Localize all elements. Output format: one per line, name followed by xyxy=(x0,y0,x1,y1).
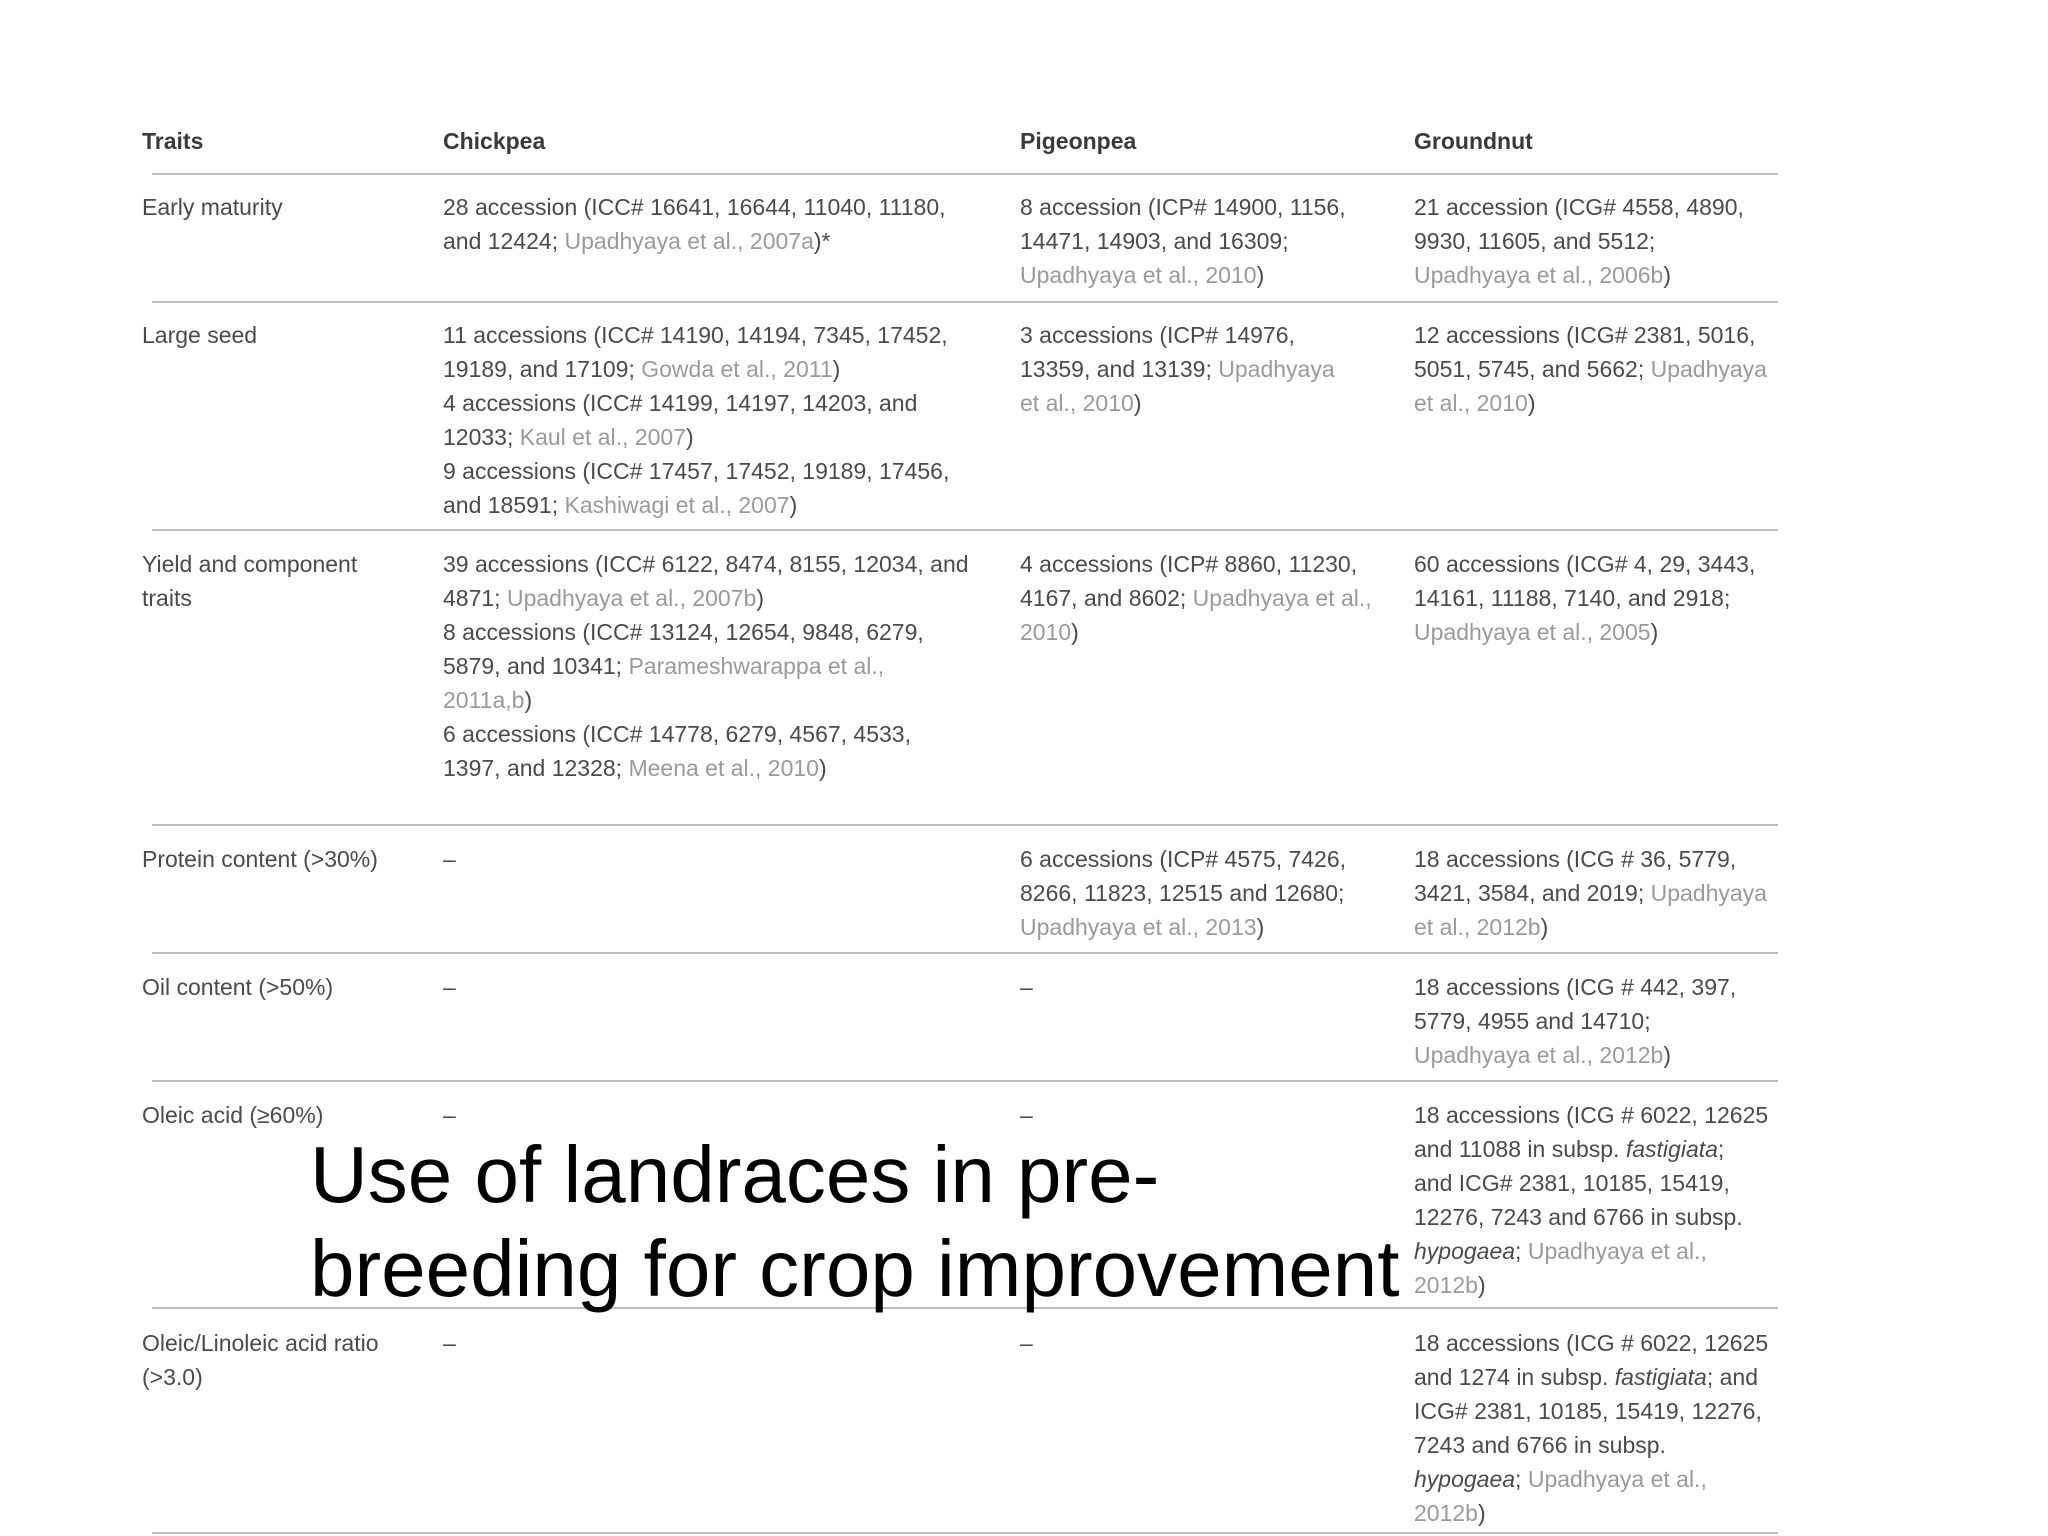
citation: Upadhyaya xyxy=(1218,356,1335,382)
cell-text: – xyxy=(443,846,456,872)
cell-line xyxy=(1020,842,1346,876)
cell-text: 6 accessions (ICC# 14778, 6279, 4567, 4533, xyxy=(443,721,911,747)
citation: 2012b xyxy=(1414,1500,1478,1526)
cell-line xyxy=(1414,1166,1768,1200)
cell-text: 4167, and 8602; xyxy=(1020,585,1193,611)
cell-text: ) xyxy=(832,356,841,382)
cell-text: Protein content (>30%) xyxy=(142,846,378,872)
header-pigeonpea: Pigeonpea xyxy=(1020,128,1137,154)
cell-text: 9 accessions (ICC# 17457, 17452, 19189, 17456, xyxy=(443,458,950,484)
slide-title xyxy=(310,1128,1399,1316)
cell-line xyxy=(443,649,969,683)
cell-text: and 12424; xyxy=(443,228,565,254)
cell-text: 5779, 4955 and 14710; xyxy=(1414,1008,1651,1034)
cell-text: ) xyxy=(789,492,798,518)
chickpea-cell xyxy=(443,547,969,785)
cell-line xyxy=(443,1098,456,1132)
cell-line xyxy=(443,454,949,488)
cell-text: 8266, 11823, 12515 and 12680; xyxy=(1020,880,1345,906)
citation: Meena et al., 2010 xyxy=(628,755,819,781)
cell-line xyxy=(443,488,949,522)
citation: Upadhyaya et al., xyxy=(1527,1466,1707,1492)
groundnut-cell xyxy=(1414,318,1767,420)
pigeonpea-cell xyxy=(1020,1326,1033,1360)
chickpea-cell xyxy=(443,970,456,1004)
citation: Kaul et al., 2007 xyxy=(519,424,686,450)
groundnut-cell xyxy=(1414,1326,1768,1530)
row-divider xyxy=(152,824,1778,826)
cell-text: 9930, 11605, and 5512; xyxy=(1414,228,1656,254)
cell-text: 4 accessions (ICP# 8860, 11230, xyxy=(1020,551,1358,577)
trait-cell xyxy=(142,190,283,224)
cell-line xyxy=(1414,386,1767,420)
cell-text: 3421, 3584, and 2019; xyxy=(1414,880,1651,906)
cell-text: ) xyxy=(1663,262,1672,288)
cell-text: 1397, and 12328; xyxy=(443,755,629,781)
cell-text: 18 accessions (ICG # 442, 397, xyxy=(1414,974,1737,1000)
cell-text: ) xyxy=(756,585,764,611)
cell-text: ; and xyxy=(1706,1364,1758,1390)
cell-line xyxy=(443,751,969,785)
cell-text: 12276, 7243 and 6766 in subsp. xyxy=(1414,1204,1743,1230)
citation: Upadhyaya et al., xyxy=(1192,585,1372,611)
cell-line xyxy=(443,970,456,1004)
cell-line xyxy=(1020,581,1372,615)
citation: Upadhyaya et al., 2007a xyxy=(564,228,814,254)
trait-cell xyxy=(142,318,257,352)
cell-line xyxy=(443,224,946,258)
cell-line xyxy=(1020,258,1346,292)
cell-line xyxy=(1414,1234,1768,1268)
citation: et al., 2010 xyxy=(1414,390,1528,416)
chickpea-cell xyxy=(443,1326,456,1360)
row-divider xyxy=(152,1532,1778,1534)
chickpea-cell xyxy=(443,318,949,522)
cell-line xyxy=(443,420,949,454)
cell-line xyxy=(1414,1200,1768,1234)
cell-line xyxy=(443,717,969,751)
cell-line xyxy=(142,1098,323,1132)
pigeonpea-cell xyxy=(1020,547,1372,649)
cell-text: – xyxy=(443,974,456,1000)
trait-cell xyxy=(142,1326,379,1394)
cell-line xyxy=(1020,547,1372,581)
citation: Upadhyaya et al., 2006b xyxy=(1414,262,1664,288)
cell-text: 7243 and 6766 in subsp. xyxy=(1414,1432,1666,1458)
cell-line xyxy=(443,581,969,615)
cell-line xyxy=(1414,842,1767,876)
groundnut-cell xyxy=(1414,547,1755,649)
cell-text: ) xyxy=(818,755,827,781)
cell-text: 60 accessions (ICG# 4, 29, 3443, xyxy=(1414,551,1756,577)
chickpea-cell xyxy=(443,842,456,876)
citation: et al., 2010 xyxy=(1020,390,1134,416)
row-divider xyxy=(152,952,1778,954)
citation: Upadhyaya et al., 2012b xyxy=(1414,1042,1664,1068)
cell-line xyxy=(1414,1004,1736,1038)
cell-text: ) xyxy=(1650,619,1659,645)
cell-line xyxy=(1414,910,1767,944)
cell-text: – xyxy=(1020,974,1033,1000)
cell-line xyxy=(1414,1098,1768,1132)
cell-text: Oleic/Linoleic acid ratio xyxy=(142,1330,379,1356)
cell-text: and 1274 in subsp. xyxy=(1414,1364,1615,1390)
cell-line xyxy=(443,386,949,420)
cell-line xyxy=(1414,318,1767,352)
slide-title-line-1: Use of landraces in pre- xyxy=(310,1130,1160,1219)
citation: 2011a,b xyxy=(443,687,525,713)
cell-line xyxy=(1020,970,1033,1004)
pigeonpea-cell xyxy=(1020,190,1346,292)
cell-line xyxy=(1414,876,1767,910)
header-groundnut: Groundnut xyxy=(1414,128,1533,154)
cell-line xyxy=(443,683,969,717)
citation: Upadhyaya et al., 2005 xyxy=(1414,619,1651,645)
citation: Parameshwarappa et al., xyxy=(628,653,885,679)
cell-line xyxy=(443,842,456,876)
chickpea-cell xyxy=(443,190,946,258)
cell-text: (>3.0) xyxy=(142,1364,203,1390)
cell-text: ) xyxy=(1477,1500,1486,1526)
cell-text: Oil content (>50%) xyxy=(142,974,334,1000)
cell-line xyxy=(1020,224,1346,258)
cell-text: and ICG# 2381, 10185, 15419, xyxy=(1414,1170,1730,1196)
cell-line xyxy=(443,1326,456,1360)
cell-text: – xyxy=(1020,1102,1033,1128)
cell-text: )* xyxy=(813,228,831,254)
cell-text: ) xyxy=(1477,1272,1486,1298)
cell-text: ) xyxy=(1527,390,1536,416)
row-divider xyxy=(152,301,1778,303)
cell-line xyxy=(1414,1428,1768,1462)
cell-text: Early maturity xyxy=(142,194,283,220)
cell-text: – xyxy=(1020,1330,1033,1356)
cell-line xyxy=(1414,1268,1768,1302)
citation: Upadhyaya et al., 2007b xyxy=(506,585,757,611)
citation: Upadhyaya xyxy=(1650,880,1767,906)
cell-text: ; xyxy=(1717,1136,1725,1162)
cell-text: – xyxy=(443,1102,456,1128)
groundnut-cell xyxy=(1414,1098,1768,1302)
cell-line xyxy=(142,970,333,1004)
header-chickpea: Chickpea xyxy=(443,128,546,154)
cell-line xyxy=(1020,910,1346,944)
cell-text: 18 accessions (ICG # 6022, 12625 xyxy=(1414,1102,1769,1128)
cell-text: 28 accession (ICC# 16641, 16644, 11040, 11180, xyxy=(443,194,946,220)
trait-cell xyxy=(142,547,357,615)
cell-line xyxy=(443,190,946,224)
trait-cell xyxy=(142,970,333,1004)
citation: et al., 2012b xyxy=(1414,914,1541,940)
taxon-name: hypogaea xyxy=(1414,1238,1516,1264)
cell-text: ) xyxy=(1071,619,1079,645)
citation: 2012b xyxy=(1414,1272,1478,1298)
cell-line xyxy=(443,615,969,649)
cell-line xyxy=(1414,1132,1768,1166)
groundnut-cell xyxy=(1414,842,1767,944)
cell-text: Yield and component xyxy=(142,551,358,577)
cell-text: 4871; xyxy=(443,585,507,611)
cell-line xyxy=(1414,1496,1768,1530)
cell-line xyxy=(443,547,969,581)
cell-line xyxy=(443,318,949,352)
cell-text: 39 accessions (ICC# 6122, 8474, 8155, 12034, and xyxy=(443,551,969,577)
cell-text: 5051, 5745, and 5662; xyxy=(1414,356,1651,382)
cell-text: 14161, 11188, 7140, and 2918; xyxy=(1414,585,1731,611)
cell-text: 19189, and 17109; xyxy=(443,356,642,382)
cell-line xyxy=(1414,1326,1768,1360)
cell-line xyxy=(1414,581,1755,615)
row-divider xyxy=(152,529,1778,531)
cell-text: Large seed xyxy=(142,322,258,348)
cell-text: and 11088 in subsp. xyxy=(1414,1136,1626,1162)
citation: Upadhyaya et al., 2010 xyxy=(1020,262,1257,288)
cell-line xyxy=(142,581,357,615)
cell-text: and 18591; xyxy=(443,492,565,518)
cell-line xyxy=(142,1360,379,1394)
cell-line xyxy=(1414,224,1744,258)
groundnut-cell xyxy=(1414,970,1736,1072)
cell-text: 5879, and 10341; xyxy=(443,653,629,679)
citation: 2010 xyxy=(1020,619,1072,645)
cell-text: ) xyxy=(1256,262,1265,288)
citation: Upadhyaya et al., xyxy=(1527,1238,1707,1264)
chickpea-cell xyxy=(443,1098,456,1132)
cell-line xyxy=(1414,1394,1768,1428)
groundnut-cell xyxy=(1414,190,1744,292)
pigeonpea-cell xyxy=(1020,1098,1033,1132)
cell-line xyxy=(1414,1360,1768,1394)
citation: Upadhyaya xyxy=(1650,356,1767,382)
citation: Kashiwagi et al., 2007 xyxy=(564,492,790,518)
pigeonpea-cell xyxy=(1020,318,1335,420)
cell-line xyxy=(1414,547,1755,581)
cell-text: 21 accession (ICG# 4558, 4890, xyxy=(1414,194,1744,220)
pigeonpea-cell xyxy=(1020,842,1346,944)
cell-line xyxy=(1020,615,1372,649)
cell-line xyxy=(1020,386,1335,420)
cell-text: ; xyxy=(1515,1466,1528,1492)
cell-text: ) xyxy=(1133,390,1142,416)
cell-line xyxy=(1414,1038,1736,1072)
cell-text: ) xyxy=(1663,1042,1672,1068)
cell-text: – xyxy=(443,1330,456,1356)
cell-text: 18 accessions (ICG # 6022, 12625 xyxy=(1414,1330,1769,1356)
trait-cell xyxy=(142,1098,323,1132)
cell-text: 11 accessions (ICC# 14190, 14194, 7345, 17452, xyxy=(443,322,948,348)
slide-title-line-2: breeding for crop improvement xyxy=(310,1224,1400,1313)
cell-line xyxy=(1020,318,1335,352)
cell-line xyxy=(1414,970,1736,1004)
cell-line xyxy=(1414,190,1744,224)
taxon-name: hypogaea xyxy=(1414,1466,1516,1492)
cell-line xyxy=(142,547,357,581)
cell-text: 6 accessions (ICP# 4575, 7426, xyxy=(1020,846,1347,872)
cell-line xyxy=(142,842,378,876)
cell-text: ) xyxy=(524,687,533,713)
cell-text: Oleic acid (≥60%) xyxy=(142,1102,324,1128)
cell-line xyxy=(1020,1326,1033,1360)
cell-text: 3 accessions (ICP# 14976, xyxy=(1020,322,1295,348)
cell-line xyxy=(142,318,257,352)
taxon-name: fastigiata xyxy=(1614,1364,1707,1390)
cell-line xyxy=(142,1326,379,1360)
cell-text: traits xyxy=(142,585,192,611)
citation: Gowda et al., 2011 xyxy=(641,356,833,382)
cell-text: 13359, and 13139; xyxy=(1020,356,1219,382)
cell-text: 12 accessions (ICG# 2381, 5016, xyxy=(1414,322,1756,348)
cell-text: 14471, 14903, and 16309; xyxy=(1020,228,1289,254)
cell-line xyxy=(142,190,283,224)
row-divider xyxy=(152,1080,1778,1082)
cell-text: ) xyxy=(685,424,694,450)
cell-line xyxy=(1414,615,1755,649)
taxon-name: fastigiata xyxy=(1625,1136,1718,1162)
trait-cell xyxy=(142,842,378,876)
cell-text: 4 accessions (ICC# 14199, 14197, 14203, and xyxy=(443,390,918,416)
cell-text: 18 accessions (ICG # 36, 5779, xyxy=(1414,846,1737,872)
cell-line xyxy=(1020,876,1346,910)
header-traits: Traits xyxy=(142,128,204,154)
cell-line xyxy=(443,352,949,386)
cell-text: 8 accession (ICP# 14900, 1156, xyxy=(1020,194,1346,220)
pigeonpea-cell xyxy=(1020,970,1033,1004)
cell-line xyxy=(1414,258,1744,292)
cell-text: ) xyxy=(1256,914,1265,940)
cell-text: 8 accessions (ICC# 13124, 12654, 9848, 6279, xyxy=(443,619,924,645)
cell-line xyxy=(1414,1462,1768,1496)
cell-line xyxy=(1020,190,1346,224)
cell-line xyxy=(1020,1098,1033,1132)
cell-line xyxy=(1414,352,1767,386)
cell-line xyxy=(1020,352,1335,386)
citation: Upadhyaya et al., 2013 xyxy=(1020,914,1257,940)
cell-text: ICG# 2381, 10185, 15419, 12276, xyxy=(1414,1398,1762,1424)
cell-text: ) xyxy=(1540,914,1549,940)
cell-text: 12033; xyxy=(443,424,520,450)
cell-text: ; xyxy=(1515,1238,1528,1264)
header-rule xyxy=(152,173,1778,175)
